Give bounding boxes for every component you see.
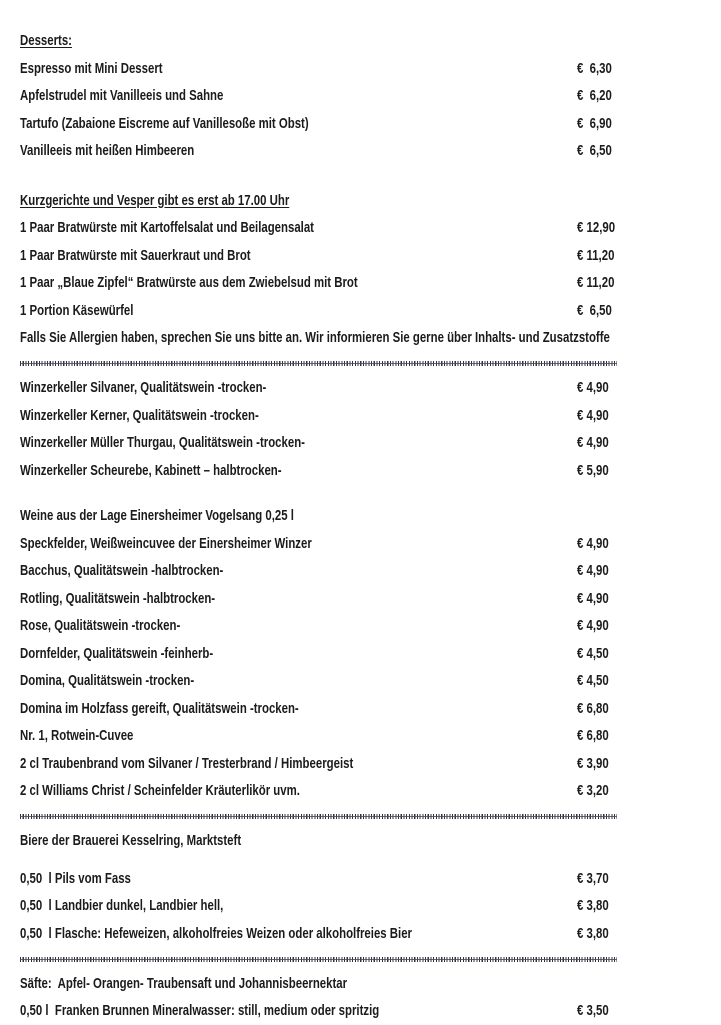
section-heading-text: Desserts: (20, 32, 72, 49)
section-heading-text: Kurzgerichte und Vesper gibt es erst ab 17.00 Uhr (20, 191, 290, 209)
menu-item-name: Nr. 1, Rotwein-Cuvee (20, 727, 134, 744)
section-items (20, 997, 701, 1025)
menu-item-price-text: € 3,80 (577, 924, 609, 942)
section-saefte (20, 970, 701, 1025)
menu-item-name: Domina, Qualitätswein -trocken- (20, 672, 195, 689)
menu-item (20, 269, 701, 297)
section-heading (20, 502, 701, 530)
menu-item-price (577, 585, 619, 613)
section-items (20, 530, 701, 805)
menu-item (20, 82, 701, 110)
menu-item (20, 997, 701, 1025)
menu-item-price-text: € 6,90 (577, 114, 612, 132)
menu-item-name: Winzerkeller Silvaner, Qualitätswein -trocken- (20, 379, 267, 396)
menu-item-price (577, 82, 623, 110)
menu-item-price (577, 612, 619, 640)
menu-item (20, 530, 701, 558)
menu-content (20, 27, 701, 1025)
menu-item-name: Espresso mit Mini Dessert (20, 59, 163, 77)
menu-item-price (577, 269, 626, 297)
menu-item-price (577, 110, 623, 138)
menu-item-price-text: € 4,90 (577, 589, 609, 607)
menu-item-name: 1 Portion Käsewürfel (20, 301, 134, 319)
menu-item-name: Winzerkeller Scheurebe, Kabinett – halbtrocken- (20, 461, 282, 479)
section-heading (20, 970, 701, 998)
menu-item (20, 297, 701, 325)
menu-item-price (577, 667, 619, 695)
menu-item-price (577, 214, 627, 242)
menu-item (20, 777, 701, 805)
menu-item-price (577, 640, 619, 668)
menu-item (20, 640, 701, 668)
menu-item-price (577, 137, 623, 165)
menu-item-name: Rotling, Qualitätswein -halbtrocken- (20, 589, 216, 607)
section-heading-text: Säfte: Apfel- Orangen- Traubensaft und Johannisbeernektar (20, 974, 348, 992)
menu-item (20, 402, 701, 430)
menu-item-price-text: € 4,90 (577, 434, 609, 451)
menu-item (20, 722, 701, 750)
menu-item-name: Dornfelder, Qualitätswein -feinherb- (20, 644, 214, 662)
menu-item-price-text: € 4,50 (577, 644, 609, 662)
menu-item (20, 242, 701, 270)
section-items (20, 55, 701, 165)
menu-item-price-text: € 6,80 (577, 699, 609, 717)
menu-item-price-text: € 6,50 (577, 301, 612, 319)
menu-item-price-text: € 6,20 (577, 87, 612, 104)
menu-item-price (577, 557, 619, 585)
section-heading (20, 827, 701, 855)
section-biere (20, 827, 701, 947)
menu-item-price (577, 695, 619, 723)
menu-item (20, 892, 701, 920)
menu-item-price-text: € 3,80 (577, 897, 609, 914)
menu-item-name: Bacchus, Qualitätswein -halbtrocken- (20, 562, 224, 579)
menu-item-price (577, 242, 626, 270)
menu-item-price (577, 55, 623, 83)
section-einersheimer-weine (20, 502, 701, 805)
menu-item-price (577, 530, 619, 558)
menu-item (20, 374, 701, 402)
allergy-note-text: Falls Sie Allergien haben, sprechen Sie uns bitte an. Wir informieren Sie gerne über Inhalts- und Zusatzstoffe (20, 329, 610, 346)
menu-item-name: 1 Paar Bratwürste mit Sauerkraut und Brot (20, 246, 251, 264)
menu-item-price-text: € 3,70 (577, 869, 609, 887)
menu-item-price-text: € 3,90 (577, 754, 609, 772)
menu-item-price-text: € 4,90 (577, 534, 609, 552)
menu-item-price (577, 777, 619, 805)
menu-item-name: 1 Paar Bratwürste mit Kartoffelsalat und Beilagensalat (20, 219, 314, 236)
dotted-divider (20, 957, 617, 962)
menu-item-name: 2 cl Williams Christ / Scheinfelder Kräuterlikör uvm. (20, 782, 300, 799)
section-heading-text: Weine aus der Lage Einersheimer Vogelsang 0,25 l (20, 507, 294, 524)
dotted-divider (20, 361, 617, 366)
menu-item-name: Domina im Holzfass gereift, Qualitätswein -trocken- (20, 699, 299, 717)
menu-item-name: Apfelstrudel mit Vanilleeis und Sahne (20, 87, 224, 104)
menu-item-price (577, 429, 619, 457)
menu-item-price-text: € 4,90 (577, 406, 609, 424)
menu-item-price (577, 457, 619, 485)
section-items (20, 865, 701, 948)
menu-item-price-text: € 4,50 (577, 672, 609, 689)
section-kurzgerichte (20, 187, 701, 352)
section-winzerkeller-weine (20, 374, 701, 484)
section-items (20, 374, 701, 484)
menu-item (20, 750, 701, 778)
menu-item (20, 695, 701, 723)
allergy-note (20, 324, 701, 352)
section-heading (20, 187, 701, 215)
menu-item-name: 1 Paar „Blaue Zipfel“ Bratwürste aus dem Zwiebelsud mit Brot (20, 274, 358, 291)
menu-item (20, 920, 701, 948)
menu-item-price-text: € 11,20 (577, 246, 615, 264)
menu-item-price (577, 722, 619, 750)
section-heading (20, 27, 701, 55)
menu-item (20, 612, 701, 640)
menu-item-name: Rose, Qualitätswein -trocken- (20, 617, 181, 634)
menu-item-price (577, 750, 619, 778)
dotted-divider (20, 814, 617, 819)
menu-item-price (577, 892, 619, 920)
menu-item (20, 865, 701, 893)
section-items (20, 214, 701, 324)
menu-item-price (577, 865, 619, 893)
menu-item-price-text: € 4,90 (577, 617, 609, 634)
menu-item-price (577, 402, 619, 430)
menu-item (20, 667, 701, 695)
menu-item (20, 585, 701, 613)
menu-item-price-text: € 12,90 (577, 219, 616, 236)
menu-item-price (577, 920, 619, 948)
menu-item (20, 55, 701, 83)
menu-item-price (577, 374, 619, 402)
menu-item (20, 557, 701, 585)
menu-item-price-text: € 6,30 (577, 59, 612, 77)
menu-item-price-text: € 5,90 (577, 461, 609, 479)
menu-item (20, 110, 701, 138)
section-desserts (20, 27, 701, 165)
menu-item-name: 0,50 l Flasche: Hefeweizen, alkoholfreies Weizen oder alkoholfreies Bier (20, 924, 412, 942)
menu-item (20, 429, 701, 457)
menu-item-price (577, 297, 623, 325)
menu-item-name: Vanilleeis mit heißen Himbeeren (20, 142, 195, 159)
menu-item-price (577, 997, 619, 1025)
menu-item-name: 0,50 l Franken Brunnen Mineralwasser: still, medium oder spritzig (20, 1002, 380, 1019)
menu-item-name: Winzerkeller Kerner, Qualitätswein -trocken- (20, 406, 259, 424)
menu-item-price-text: € 6,50 (577, 142, 612, 159)
menu-item-name: 2 cl Traubenbrand vom Silvaner / Tresterbrand / Himbeergeist (20, 754, 354, 772)
menu-item-name: 0,50 l Landbier dunkel, Landbier hell, (20, 897, 224, 914)
menu-item (20, 214, 701, 242)
menu-item (20, 137, 701, 165)
menu-item-price-text: € 4,90 (577, 379, 609, 396)
menu-item-name: Winzerkeller Müller Thurgau, Qualitätswein -trocken- (20, 434, 305, 451)
menu-item-price-text: € 3,20 (577, 782, 609, 799)
menu-item-price-text: € 11,20 (577, 274, 615, 291)
menu-item-price-text: € 4,90 (577, 562, 609, 579)
menu-item-name: Speckfelder, Weißweincuvee der Einersheimer Winzer (20, 534, 312, 552)
menu-item (20, 457, 701, 485)
menu-item-price-text: € 6,80 (577, 727, 609, 744)
menu-item-price-text: € 3,50 (577, 1002, 609, 1019)
section-heading-text: Biere der Brauerei Kesselring, Marktsteft (20, 832, 242, 849)
menu-item-name: 0,50 l Pils vom Fass (20, 869, 131, 887)
menu-item-name: Tartufo (Zabaione Eiscreme auf Vanillesoße mit Obst) (20, 114, 309, 132)
